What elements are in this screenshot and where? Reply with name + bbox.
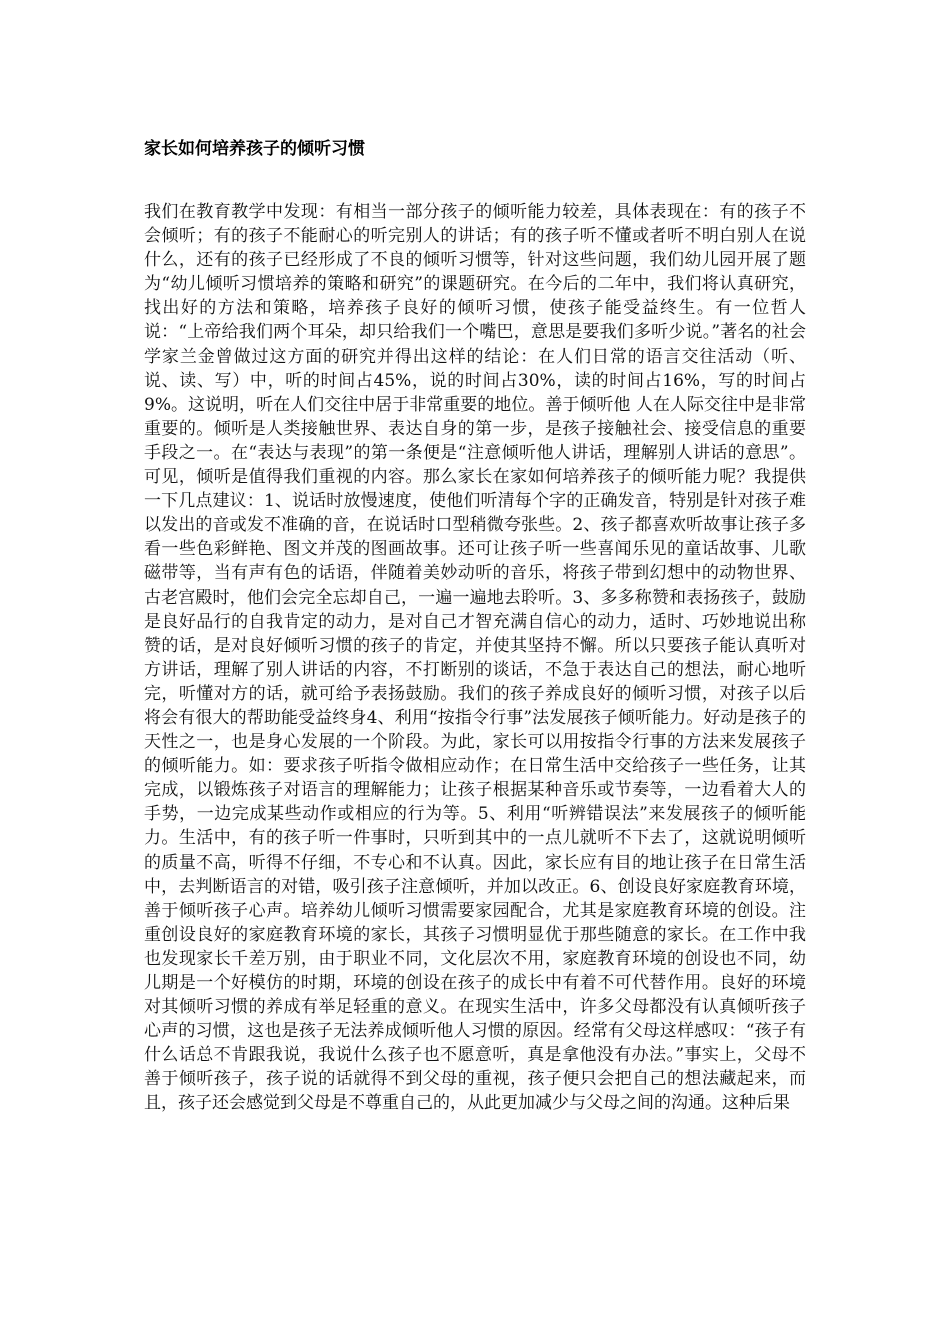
document-body-paragraph: 我们在教育教学中发现：有相当一部分孩子的倾听能力较差，具体表现在：有的孩子不会倾听；有的孩子不能耐心的听完别人的讲话；有的孩子听不懂或者听不明白别人在说什么，还有的孩子已经形成了不良的倾听习惯等，针对这些问题，我们幼儿园开展了题为“幼儿倾听习惯培养的策略和研究”的课题研究。在今后的二年中，我们将认真研究，找出好的方法和策略，培养孩子良好的倾听习惯，使孩子能受益终生。有一位哲人说：“上帝给我们两个耳朵，却只给我们一个嘴巴，意思是要我们多听少说。”著名的社会学家兰金曾做过这方面的研究并得出这样的结论：在人们日常的语言交往活动（听、说、读、写）中，听的时间占45%，说的时间占30%，读的时间占16%，写的时间占9%。这说明，听在人们交往中居于非常重要的地位。善于倾听他 人在人际交往中是非常重要的。倾听是人类接触世界、表达自身的第一步，是孩子接触社会、接受信息的重要手段之一。在“表达与表现”的第一条便是“注意倾听他人讲话，理解别人讲话的意思”。可见，倾听是值得我们重视的内容。那么家长在家如何培养孩子的倾听能力呢？我提供一下几点建议：1、说话时放慢速度，使他们听清每个字的正确发音，特别是针对孩子难以发出的音或发不准确的音，在说话时口型稍微夸张些。2、孩子都喜欢听故事让孩子多看一些色彩鲜艳、图文并茂的图画故事。还可让孩子听一些喜闻乐见的童话故事、儿歌磁带等，当有声有色的话语，伴随着美妙动听的音乐，将孩子带到幻想中的动物世界、古老宫殿时，他们会完全忘却自己，一遍一遍地去聆听。3、多多称赞和表扬孩子，鼓励是良好品行的自我肯定的动力，是对自己才智充满自信心的动力，适时、巧妙地说出称赞的话，是对良好倾听习惯的孩子的肯定，并使其坚持不懈。所以只要孩子能认真听对方讲话，理解了别人讲话的内容，不打断别的谈话，不急于表达自己的想法，耐心地听完，听懂对方的话，就可给予表扬鼓励。我们的孩子养成良好的倾听习惯，对孩子以后将会有很大的帮助能受益终身4、利用“按指令行事”法发展孩子倾听能力。好动是孩子的天性之一，也是身心发展的一个阶段。为此，家长可以用按指令行事的方法来发展孩子的倾听能力。如：要求孩子听指令做相应动作；在日常生活中交给孩子一些任务，让其完成，以锻炼孩子对语言的理解能力；让孩子根据某种音乐或节奏等，一边看着大人的手势，一边完成某些动作或相应的行为等。5、利用“听辨错误法”来发展孩子的倾听能力。生活中，有的孩子听一件事时，只听到其中的一点儿就听不下去了，这就说明倾听的质量不高，听得不仔细，不专心和不认真。因此，家长应有目的地让孩子在日常生活中，去判断语言的对错，吸引孩子注意倾听，并加以改正。6、创设良好家庭教育环境，善于倾听孩子心声。培养幼儿倾听习惯需要家园配合，尤其是家庭教育环境的创设。注重创设良好的家庭教育环境的家长，其孩子习惯明显优于那些随意的家长。在工作中我也发现家长千差万别，由于职业不同，文化层次不用，家庭教育环境的创设也不同，幼儿期是一个好模仿的时期，环境的创设在孩子的成长中有着不可代替作用。良好的环境对其倾听习惯的养成有举足轻重的意义。在现实生活中，许多父母都没有认真倾听孩子心声的习惯，这也是孩子无法养成倾听他人习惯的原因。经常有父母这样感叹：“孩子有什么话总不肯跟我说，我说什么孩子也不愿意听，真是拿他没有办法。”事实上，父母不善于倾听孩子，孩子说的话就得不到父母的重视，孩子便只会把自己的想法藏起来，而且，孩子还会感觉到父母是不尊重自己的，从此更加减少与父母之间的沟通。这种后果 — [144, 202, 806, 1114]
document-title: 家长如何培养孩子的倾听习惯 — [144, 139, 365, 159]
